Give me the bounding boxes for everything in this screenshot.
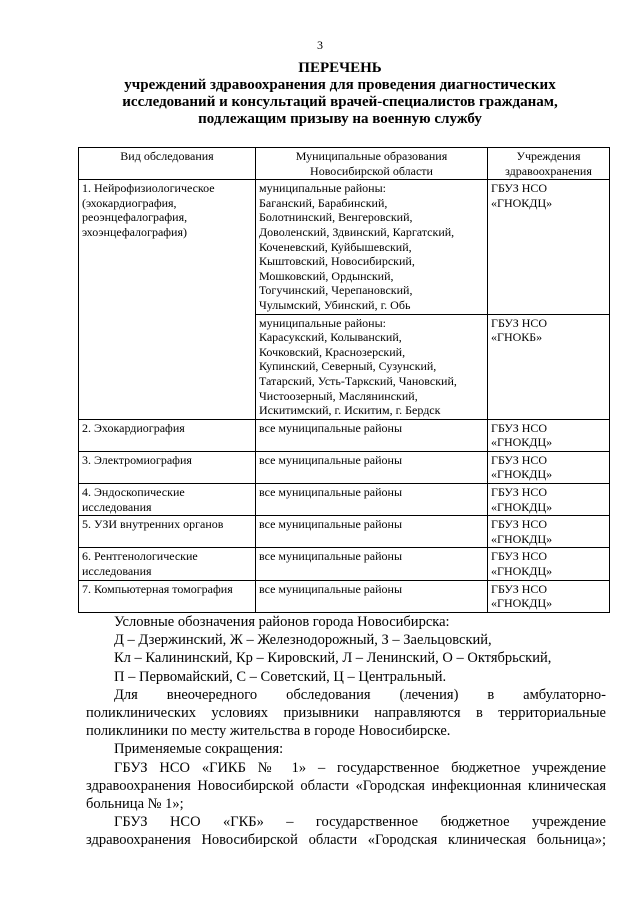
cell-institution <box>488 419 610 451</box>
cell-text: ГБУЗ НСО <box>491 485 548 500</box>
note-line: Применяемые сокращения: <box>114 741 284 758</box>
cell-text: 1. Нейрофизиологическое <box>82 181 215 196</box>
cell-exam-type <box>79 580 256 612</box>
note-line: Д – Дзержинский, Ж – Железнодорожный, З – Заельцовский, <box>114 632 492 649</box>
cell-text: Татарский, Усть-Таркский, Чановский, <box>259 373 457 388</box>
cell-text: 5. УЗИ внутренних органов <box>82 517 224 532</box>
cell-text: Коченевский, Куйбышевский, <box>259 239 412 254</box>
cell-text: Кочковский, Краснозерский, <box>259 344 406 359</box>
cell-institution <box>488 548 610 580</box>
cell-exam-type <box>79 548 256 580</box>
cell-institution <box>488 516 610 548</box>
cell-exam-type <box>79 419 256 451</box>
header-institutions: Учреждения здравоохранения <box>488 148 610 180</box>
cell-text: ГБУЗ НСО <box>491 181 548 196</box>
cell-text: все муниципальные районы <box>259 517 403 532</box>
cell-text: все муниципальные районы <box>259 420 403 435</box>
cell-text: Мошковский, Ордынский, <box>259 268 394 283</box>
cell-text: исследования <box>82 499 152 514</box>
cell-text: Купинский, Северный, Сузунский, <box>259 359 437 374</box>
cell-text: «ГНОКДЦ» <box>491 435 553 450</box>
cell-text: Тогучинский, Черепановский, <box>259 283 413 298</box>
cell-text: ГБУЗ НСО <box>491 581 548 596</box>
cell-text: Чулымский, Убинский, г. Обь <box>259 297 411 312</box>
cell-text: Искитимский, г. Искитим, г. Бердск <box>259 403 441 418</box>
cell-text: Кыштовский, Новосибирский, <box>259 254 415 269</box>
cell-text: 4. Эндоскопические <box>82 485 185 500</box>
cell-text: ГБУЗ НСО <box>491 452 548 467</box>
cell-municipalities <box>256 548 488 580</box>
note-line: здравоохранения Новосибирской области «Городская клиническая больница»; <box>86 832 606 849</box>
cell-exam-type <box>79 516 256 548</box>
cell-text: (эхокардиография, <box>82 195 177 210</box>
table-row <box>79 580 610 612</box>
notes-section <box>86 613 606 850</box>
cell-text: муниципальные районы: <box>259 181 386 196</box>
table-row <box>79 484 610 516</box>
cell-institution <box>488 314 610 419</box>
document-title <box>80 60 600 128</box>
title-line: исследований и консультаций врачей-специалистов гражданам, <box>122 94 558 110</box>
table-row <box>79 548 610 580</box>
cell-municipalities <box>256 419 488 451</box>
title-line: ПЕРЕЧЕНЬ <box>298 60 382 76</box>
cell-municipalities <box>256 314 488 419</box>
institutions-table <box>78 147 610 613</box>
cell-text: ГБУЗ НСО <box>491 517 548 532</box>
header-municipalities: Муниципальные образования Новосибирской области <box>256 148 488 180</box>
cell-text: исследования <box>82 564 152 579</box>
cell-institution <box>488 180 610 314</box>
header-exam-type: Вид обследования <box>79 148 256 180</box>
cell-text: «ГНОКДЦ» <box>491 499 553 514</box>
cell-text: Болотнинский, Венгеровский, <box>259 210 413 225</box>
table-row <box>79 180 610 314</box>
cell-text: 2. Эхокардиография <box>82 420 185 435</box>
cell-text: Чистоозерный, Маслянинский, <box>259 388 418 403</box>
cell-municipalities <box>256 580 488 612</box>
cell-municipalities <box>256 484 488 516</box>
title-line: учреждений здравоохранения для проведения диагностических <box>124 77 556 93</box>
page-number: 3 <box>317 38 323 52</box>
cell-text: «ГНОКДЦ» <box>491 596 553 611</box>
cell-text: 3. Электромиография <box>82 452 192 467</box>
table-row <box>79 419 610 451</box>
table-header-row <box>79 148 610 180</box>
title-line: подлежащим призыву на военную службу <box>198 111 482 127</box>
cell-text: «ГНОКДЦ» <box>491 531 553 546</box>
cell-municipalities <box>256 516 488 548</box>
note-line: поликлинических условиях призывники направляются в территориальные <box>86 705 606 722</box>
cell-text: «ГНОКДЦ» <box>491 195 553 210</box>
cell-text: ГБУЗ НСО <box>491 420 548 435</box>
cell-text: все муниципальные районы <box>259 549 403 564</box>
table-row <box>79 516 610 548</box>
note-line: ГБУЗ НСО «ГКБ» – государственное бюджетное учреждение <box>114 814 606 831</box>
cell-text: 7. Компьютерная томография <box>82 581 233 596</box>
cell-institution <box>488 484 610 516</box>
note-line: Условные обозначения районов города Новосибирска: <box>114 614 450 630</box>
cell-text: «ГНОКДЦ» <box>491 564 553 579</box>
cell-exam-type <box>79 451 256 483</box>
table-row <box>79 451 610 483</box>
cell-exam-type <box>79 180 256 420</box>
cell-text: все муниципальные районы <box>259 485 403 500</box>
note-line: здравоохранения Новосибирской области «Городская инфекционная клиническая <box>86 777 606 794</box>
note-line: Для внеочередного обследования (лечения) в амбулаторно- <box>114 686 606 703</box>
cell-municipalities <box>256 451 488 483</box>
cell-text: эхоэнцефалография) <box>82 224 187 239</box>
note-line: больница № 1»; <box>86 796 184 813</box>
note-line: ГБУЗ НСО «ГИКБ № 1» – государственное бюджетное учреждение <box>114 759 606 776</box>
cell-text: 6. Рентгенологические <box>82 549 198 564</box>
note-line: поликлиники по месту жительства в городе Новосибирске. <box>86 723 451 740</box>
cell-text: реоэнцефалография, <box>82 210 188 225</box>
cell-text: ГБУЗ НСО <box>491 549 548 564</box>
note-line: Кл – Калининский, Кр – Кировский, Л – Ленинский, О – Октябрьский, <box>114 650 552 667</box>
cell-text: Доволенский, Здвинский, Каргатский, <box>259 224 455 239</box>
cell-municipalities <box>256 180 488 314</box>
cell-text: муниципальные районы: <box>259 315 386 330</box>
cell-exam-type <box>79 484 256 516</box>
cell-text: Карасукский, Колыванский, <box>259 330 402 345</box>
cell-text: Баганский, Барабинский, <box>259 195 388 210</box>
cell-institution <box>488 451 610 483</box>
cell-text: все муниципальные районы <box>259 452 403 467</box>
note-line: П – Первомайский, С – Советский, Ц – Центральный. <box>114 668 447 685</box>
cell-text: «ГНОКДЦ» <box>491 467 553 482</box>
cell-text: все муниципальные районы <box>259 581 403 596</box>
cell-text: ГБУЗ НСО <box>491 315 548 330</box>
cell-institution <box>488 580 610 612</box>
cell-text: «ГНОКБ» <box>491 330 543 345</box>
